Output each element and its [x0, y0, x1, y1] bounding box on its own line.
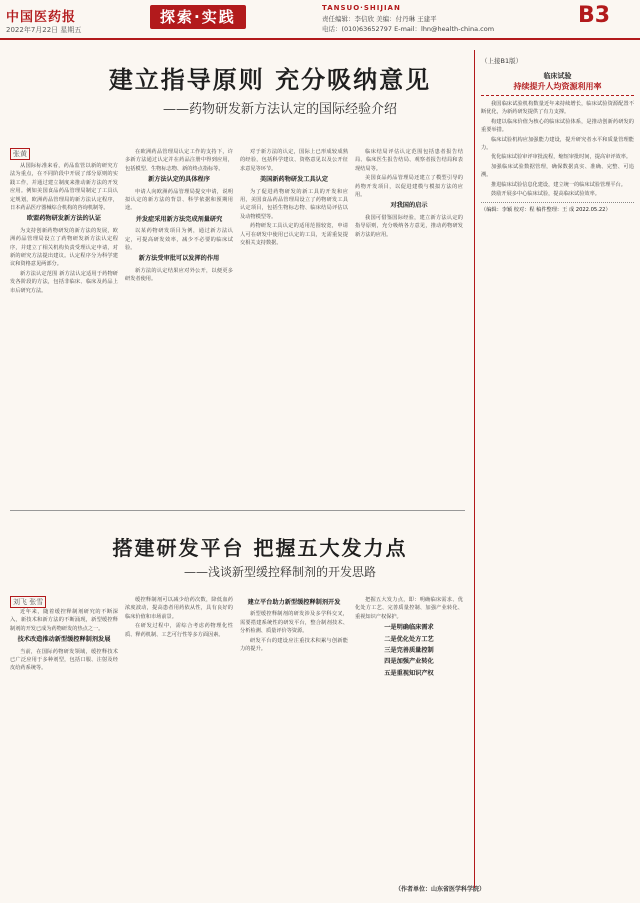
article2-column-4: [355, 596, 463, 881]
section-english: TANSUO·SHIJIAN: [322, 4, 401, 12]
paragraph: 为支持创新药物研发的新方法的发展，欧洲药品管理局设立了药物研发新方法认定程序，并建立了相关机构负责受理认定申请，对新的研究方法提出建议。认定程序分为科学建议和资格意见两部分。: [10, 227, 118, 268]
paragraph: 在欧洲药品管理局认定工作的支持下，许多新方法通过认定并在药品注册中得到应用，包括模型、生物标志物、新的终点指标等。: [125, 149, 233, 172]
article2-subheadline: ——浅谈新型缓控释制剂的开发思路: [183, 565, 376, 579]
paragraph: 对于新方法的认定，国际上已形成较成熟的经验，包括科学建议、资格意见以及公开征求意见等环节。: [240, 149, 348, 172]
subheading: 对我国的启示: [390, 202, 428, 210]
paragraph: 从国际标准来看，药品监管以新的研究方法为重点，在不同阶段中开展了部分原则的实践工作，并通过建立制度来推动新方法的开发应用。例如美国食品药品管理局制定了工具认定规划，欧洲药品管理局的新方法认定程序，日本药品医疗器械综合机构的咨询机制等。: [10, 163, 118, 212]
subheading: 技术改造推动新型缓控释制剂发展: [17, 636, 111, 644]
article2-byline: 刘飞 张雪: [10, 596, 46, 608]
right-column-title: [481, 71, 634, 96]
subheading: 三是完善质量控制: [384, 647, 434, 655]
paragraph: 缓控释制剂可以减少给药次数，降低血药浓度波动，提高患者用药依从性，具有良好的临床价值和市场前景。: [125, 597, 233, 620]
subheading: 新方法受审批可以发挥的作用: [138, 255, 220, 263]
article1-byline: 张黄: [10, 148, 30, 160]
article-divider: [10, 510, 465, 511]
paragraph: 临床结局评估认定范围包括患者报告结局、临床医生报告结局、观察者报告结局和表现结局等。: [355, 149, 463, 172]
paragraph: 新方法认定范围 新方法认定适用于药物研发各阶段的方法，包括非临床、临床及药品上市后研究方法。: [10, 270, 118, 294]
subheading: 二是优化处方工艺: [384, 635, 434, 643]
paragraph: 我国临床试验机构数量近年来持续增长，临床试验资源配置不断优化，为新药研发提供了有力支撑。: [481, 101, 634, 116]
article1-column-2: [125, 148, 233, 502]
paragraph: 在研发过程中，需综合考虑药物理化性质、释药机制、工艺可行性等多方面因素。: [125, 623, 233, 638]
paragraph: 加强临床试验数据管理，确保数据真实、准确、完整、可追溯。: [481, 163, 634, 179]
paragraph: 为了促进药物研发的新工具的开发和应用，美国食品药品管理局设立了药物研发工具认定项目，包括生物标志物、临床结局评估以及动物模型等。: [240, 188, 348, 220]
paragraph: 以某药物研发项目为例，通过新方法认定，可提高研发效率，减少不必要的临床试验。: [125, 228, 233, 252]
paragraph: 鼓励开展多中心临床试验，提高临床试验效率。: [491, 191, 600, 198]
paragraph: 药物研发工具认定的适用范围较宽，申请人可在研发中使用已认定的工具，无需重复提交相关支持数据。: [240, 223, 348, 247]
article1-column-3: [240, 148, 348, 502]
continued-tag: （上接B1版）: [481, 57, 523, 65]
article2-column-2: [125, 596, 233, 893]
paragraph: 当前，在国际药物研发领域，缓控释技术已广泛应用于多种剂型，包括口服、注射及经皮给药系统等。: [10, 648, 118, 672]
paragraph: 临床试验机构应加强能力建设，提升研究者水平和质量管理能力。: [481, 136, 634, 152]
right-column-body: [481, 100, 634, 198]
paragraph: 构建以临床价值为核心的临床试验体系，是推动创新药研发的重要举措。: [481, 118, 634, 134]
article1-subheadline: ——药物研发新方法认定的国际经验介绍: [162, 102, 397, 117]
subheading: 美国新药物研发工具认定: [259, 176, 329, 184]
paragraph: 我国可借鉴国际经验，建立新方法认定的指导原则，充分吸纳各方意见，推动药物研发新方法的应用。: [355, 214, 463, 238]
article1-headline: 建立指导原则 充分吸纳意见: [108, 65, 432, 94]
subheading: 五是重视知识产权: [384, 669, 434, 677]
date-line: 2022年7月22日 星期五: [6, 26, 82, 34]
subheading: 四是加强产业转化: [384, 658, 434, 666]
right-title-top: 临床试验: [543, 72, 572, 80]
subheading: 一是明确临床需求: [384, 624, 434, 632]
subheading: 欧盟药物研发新方法的认证: [26, 215, 102, 223]
newspaper-logo: 中国医药报: [6, 10, 77, 25]
paragraph: 近年来，随着缓控释制剂研究的不断深入，新技术和新方法的不断涌现，新型缓控释制剂的开发已成为药物研发的热点之一。: [10, 609, 118, 632]
article2-headline: 搭建研发平台 把握五大发力点: [112, 536, 408, 560]
paragraph: 美国食品药品管理局还建立了模型引导的药物开发项目，以促进建模与模拟方法的应用。: [355, 175, 463, 199]
paragraph: 研发平台的建设应注重技术积累与创新能力的提升。: [240, 637, 348, 653]
paragraph: 推进临床试验信息化建设，建立统一的临床试验管理平台。: [491, 181, 626, 188]
section-badge: 探索·实践: [150, 5, 246, 29]
subheading: 建立平台助力新型缓控释制剂开发: [247, 599, 341, 606]
paragraph: 把握五大发力点，即：明确临床需求、优化处方工艺、完善质量控制、加强产业转化、重视知识产权保护。: [355, 597, 463, 620]
subheading: 并发症采用新方法完成剂量研究: [135, 215, 223, 223]
article2-column-1: [10, 608, 118, 893]
subheading: 新方法认定的具体程序: [148, 176, 210, 184]
article1-column-4: [355, 148, 463, 502]
paragraph: 优化临床试验审评审批流程，缩短审批时间，提高审评效率。: [491, 154, 632, 161]
right-title-main: 持续提升人均资源利用率: [513, 82, 602, 91]
paragraph: 新型缓控释制剂的研发涉及多学科交叉，需要搭建系统性的研发平台，整合制剂技术、分析检测、质量评价等资源。: [240, 611, 348, 635]
paragraph: 新方法的认定结果应对外公开，以便更多研发者使用。: [125, 267, 233, 283]
article2-column-3: [240, 596, 348, 893]
article2-author-unit: （作者单位：山东省医学科学院）: [395, 886, 486, 893]
contact-line: 电话：(010)63652797 E-mail：lhn@health-china.com: [322, 25, 495, 33]
right-column: [474, 50, 634, 888]
page-number: B3: [578, 3, 611, 28]
editors-line: 责任编辑：李信欣 美编：付丹琳 王建平: [322, 15, 437, 23]
paragraph: 申请人向欧洲药品管理局提交申请，说明拟认定的新方法的背景、科学依据和预期用途。: [125, 188, 233, 212]
masthead: [0, 0, 640, 40]
article1-column-1: [10, 162, 118, 502]
editor-note: （编辑：李颖 校对：程 稿件整理：王 成 2022.05.22）: [481, 202, 634, 214]
